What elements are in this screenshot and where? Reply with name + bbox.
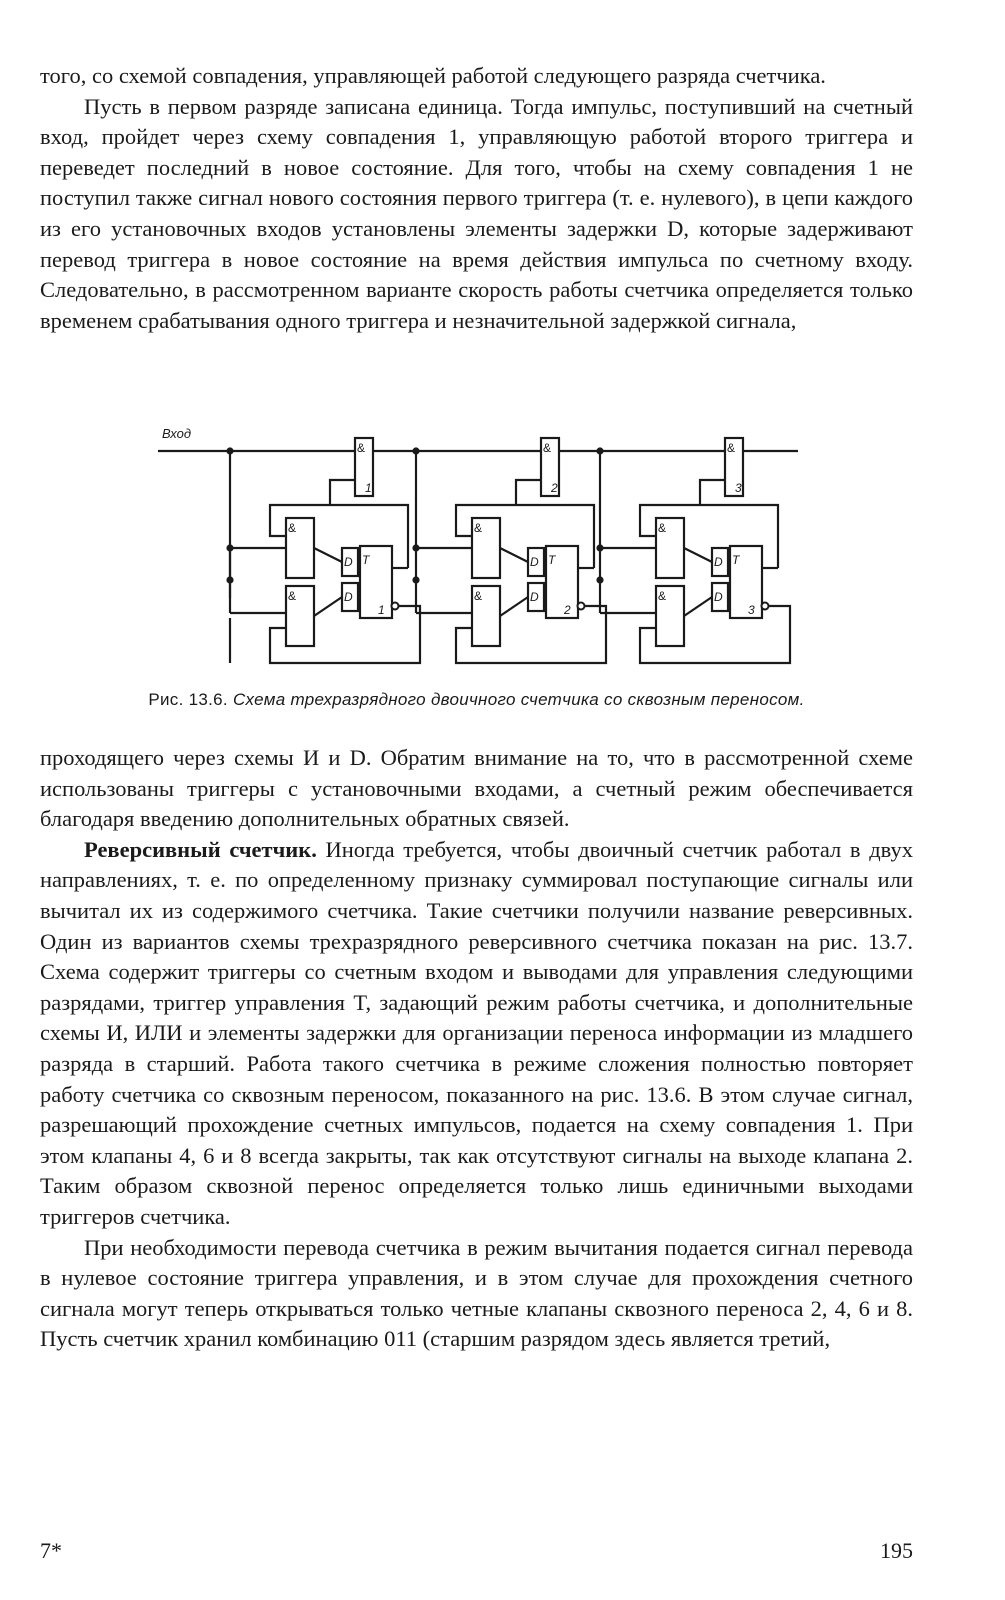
trigger-number: 2: [564, 603, 571, 617]
sheet-signature: 7*: [40, 1538, 62, 1563]
figure-caption: [40, 690, 913, 710]
junction-dot: [596, 544, 603, 551]
wire: [270, 515, 286, 536]
and-gate-symbol: &: [474, 521, 483, 535]
wire: [500, 597, 528, 616]
and-gate-symbol: &: [474, 589, 483, 603]
wire: [456, 515, 472, 536]
paragraph-continuation: того, со схемой совпадения, управляющей работой следующего разряда счетчика.: [40, 63, 826, 88]
inverse-output: [578, 603, 585, 610]
figure-counter-schematic: [150, 418, 850, 686]
and-gate-symbol: &: [658, 521, 667, 535]
trigger-symbol: T: [548, 553, 556, 567]
inverse-output: [762, 603, 769, 610]
junction-dot: [596, 576, 603, 583]
wire: [500, 548, 528, 562]
page-footer: [40, 1538, 913, 1564]
caption-text: Схема трехразрядного двоичного счетчика со сквозным переносом.: [232, 690, 805, 709]
stage-number: 3: [735, 481, 742, 495]
feedback-wire: [330, 480, 355, 505]
trigger-symbol: T: [362, 553, 370, 567]
delay-symbol: D: [530, 555, 539, 569]
page-number: 195: [880, 1538, 913, 1563]
delay-symbol: D: [344, 555, 353, 569]
junction-dot: [412, 576, 419, 583]
paragraph-reversible-counter: [40, 835, 913, 1233]
paragraph-schemes-note: проходящего через схемы И и D. Обратим внимание на то, что в рассмотренной схеме использованы триггеры с установочными входами, а счетный режим обеспечивается благодаря введению дополнительных обратных связей.: [40, 745, 913, 832]
junction-dot: [412, 544, 419, 551]
wire: [640, 515, 656, 536]
stage-number: 2: [551, 481, 558, 495]
delay-symbol: D: [714, 555, 723, 569]
wire: [684, 597, 712, 616]
trigger-symbol: T: [732, 553, 740, 567]
and-gate-symbol: &: [357, 441, 366, 455]
counter-schematic: [150, 418, 850, 686]
feedback-wire: [700, 480, 725, 505]
stage-number: 1: [365, 481, 372, 495]
and-gate-symbol: &: [543, 441, 552, 455]
section-heading-reversible: Реверсивный счетчик.: [84, 836, 317, 862]
inverse-output: [392, 603, 399, 610]
wire: [314, 548, 342, 562]
delay-symbol: D: [530, 590, 539, 604]
and-gate-symbol: &: [288, 521, 297, 535]
delay-symbol: D: [714, 590, 723, 604]
wire: [684, 548, 712, 562]
trigger-number: 3: [748, 603, 755, 617]
trigger-number: 1: [378, 603, 385, 617]
and-gate-symbol: &: [658, 589, 667, 603]
wire: [314, 597, 342, 616]
text-block-bottom: [40, 743, 913, 1355]
and-gate-symbol: &: [727, 441, 736, 455]
feedback-wire: [516, 480, 541, 505]
paragraph-subtraction-mode: При необходимости перевода счетчика в режим вычитания подается сигнал перевода в нулевое состояние триггера управления, и в этом случае для прохождения счетного сигнала могут теперь открываться только четные клапаны сквозного переноса 2, 4, 6 и 8. Пусть счетчик хранил комбинацию 011 (старшим разрядом здесь является третий,: [40, 1234, 913, 1352]
caption-number: Рис. 13.6.: [148, 690, 228, 709]
input-label: Вход: [162, 426, 192, 441]
paragraph-first-stage: Пусть в первом разряде записана единица. Тогда импульс, поступивший на счетный вход, пройдет через схему совпадения 1, управляющую работой второго триггера и переведет последний в новое состояние. Для того, чтобы на схему совпадения 1 не поступил также сигнал нового состояния первого триггера (т. е. нулевого), в цепи каждого из его установочных входов установлены элементы задержки D, которые задерживают перевод триггера в новое состояние на время действия импульса по счетному входу. Следовательно, в рассмотренном варианте скорость работы счетчика определяется только временем срабатывания одного триггера и незначительной задержкой сигнала,: [40, 93, 913, 333]
text-block-top: [40, 61, 913, 336]
delay-symbol: D: [344, 590, 353, 604]
paragraph-reversible-text: Иногда требуется, чтобы двоичный счетчик работал в двух направлениях, т. е. по определенному признаку суммировал поступающие сигналы или вычитал их из содержимого счетчика. Такие счетчики получили название реверсивных. Один из вариантов схемы трехразрядного реверсивного счетчика показан на рис. 13.7. Схема содержит триггеры со счетным входом и выводами для управления следующими разрядами, триггер управления T, задающий режим работы счетчика, и дополнительные схемы И, ИЛИ и элементы задержки для организации переноса информации из младшего разряда в старший. Работа такого счетчика в режиме сложения полностью повторяет работу счетчика со сквозным переносом, показанного на рис. 13.6. В этом случае сигнал, разрешающий прохождение счетных импульсов, подается на схему совпадения 1. При этом клапаны 4, 6 и 8 всегда закрыты, так как отсутствуют сигналы на выходе клапана 2. Таким образом сквозной перенос определяется только лишь единичными выходами триггеров счетчика.: [40, 836, 913, 1229]
and-gate-symbol: &: [288, 589, 297, 603]
